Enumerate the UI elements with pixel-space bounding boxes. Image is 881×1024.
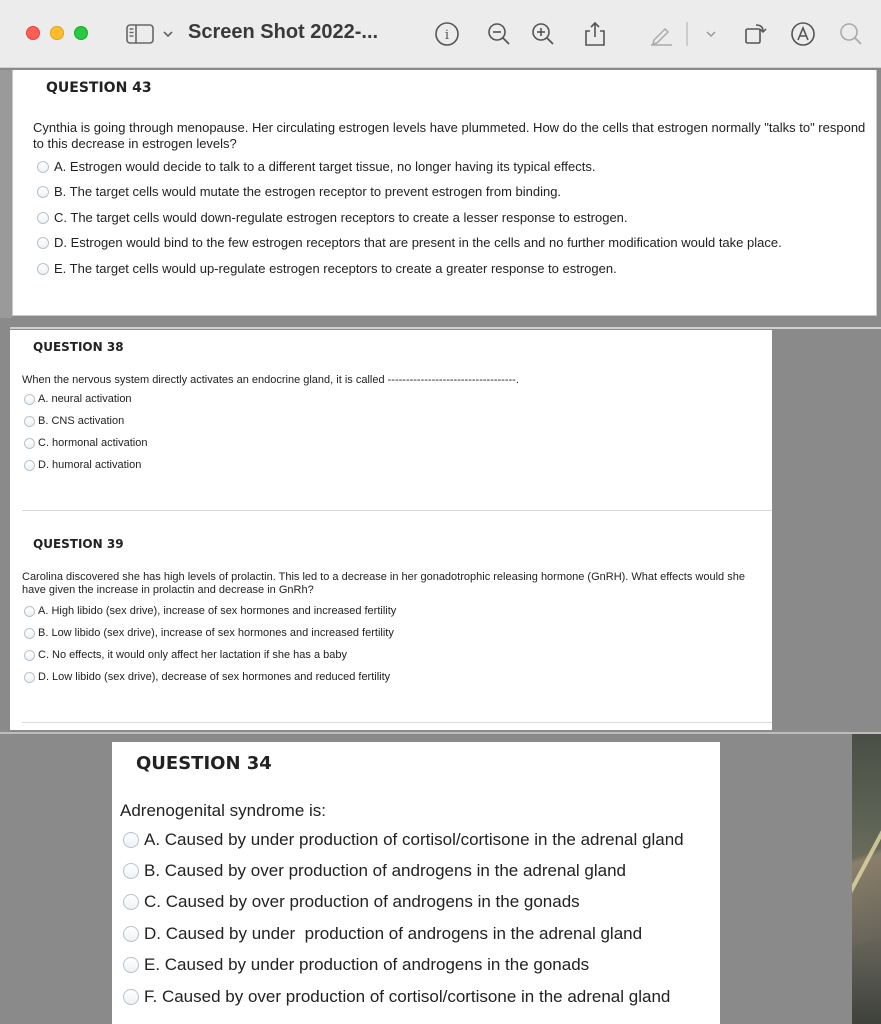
answer-option[interactable] xyxy=(24,671,390,683)
answer-option[interactable] xyxy=(37,159,596,174)
question-text: Adrenogenital syndrome is: xyxy=(120,801,327,820)
radio-button[interactable] xyxy=(37,161,49,173)
option-label: A. Caused by under production of cortisol/cortisone in the adrenal gland xyxy=(144,830,684,849)
info-icon[interactable] xyxy=(434,21,460,47)
toolbar-divider xyxy=(686,22,688,46)
option-label: D. Low libido (sex drive), decrease of sex hormones and reduced fertility xyxy=(38,671,391,683)
sidebar-toggle-icon[interactable] xyxy=(126,24,154,44)
option-label: F. Caused by over production of cortisol/cortisone in the adrenal gland xyxy=(144,987,671,1006)
zoom-in-icon[interactable] xyxy=(530,21,556,47)
close-window-button[interactable] xyxy=(26,26,40,40)
question-text: Carolina discovered she has high levels of prolactin. This led to a decrease in her gonadotrophic releasing hormone (GnRH). What effects would she have given the increase in prolactin and decrease in GnRh? xyxy=(22,571,745,596)
answer-option[interactable] xyxy=(24,605,396,617)
option-label: A. neural activation xyxy=(38,393,132,405)
option-label: C. No effects, it would only affect her lactation if she has a baby xyxy=(38,649,347,661)
window-titlebar xyxy=(0,0,881,68)
markup-pen-icon[interactable] xyxy=(648,21,674,47)
option-label: C. Caused by over production of androgens in the gonads xyxy=(144,892,580,911)
option-label: D. Estrogen would bind to the few estrogen receptors that are present in the cells and no further modification would take place. xyxy=(54,235,782,250)
question-text: When the nervous system directly activates an endocrine gland, it is called -----------------------------------. xyxy=(22,374,519,386)
search-icon[interactable] xyxy=(838,21,864,47)
radio-button[interactable] xyxy=(37,212,49,224)
option-label: B. Low libido (sex drive), increase of sex hormones and increased fertility xyxy=(38,627,394,639)
answer-option[interactable] xyxy=(37,184,561,199)
answer-option[interactable] xyxy=(24,437,147,449)
answer-option[interactable] xyxy=(37,261,617,276)
question-text: Cynthia is going through menopause. Her circulating estrogen levels have plummeted. How do the cells that estrogen normally "talks to" respond to this decrease in estrogen levels? xyxy=(33,120,866,151)
option-label: B. Caused by over production of androgens in the adrenal gland xyxy=(144,861,626,880)
answer-option[interactable] xyxy=(123,955,589,975)
option-label: A. Estrogen would decide to talk to a different target tissue, no longer having its typical effects. xyxy=(54,159,596,174)
option-label: B. CNS activation xyxy=(38,415,125,427)
chevron-down-icon[interactable] xyxy=(162,26,174,42)
option-label: D. Caused by under production of androgens in the adrenal gland xyxy=(144,924,643,943)
option-label: D. humoral activation xyxy=(38,459,142,471)
question-heading: QUESTION 34 xyxy=(136,753,272,774)
question-43-panel xyxy=(12,70,877,316)
answer-option[interactable] xyxy=(123,830,684,850)
desktop-background-photo xyxy=(852,734,881,1024)
option-label: E. Caused by under production of androgens in the gonads xyxy=(144,955,590,974)
chevron-down-icon[interactable] xyxy=(698,21,724,47)
question-38-39-panel xyxy=(10,330,772,730)
share-icon[interactable] xyxy=(582,21,608,47)
radio-button[interactable] xyxy=(24,650,35,661)
radio-button[interactable] xyxy=(24,672,35,683)
radio-button[interactable] xyxy=(123,832,139,848)
radio-button[interactable] xyxy=(123,863,139,879)
option-label: B. The target cells would mutate the estrogen receptor to prevent estrogen from binding. xyxy=(54,184,562,199)
radio-button[interactable] xyxy=(24,394,35,405)
question-heading: QUESTION 38 xyxy=(33,340,124,354)
svg-text:i: i xyxy=(444,28,450,43)
question-divider xyxy=(22,722,772,723)
answer-option[interactable] xyxy=(123,861,626,881)
answer-option[interactable] xyxy=(123,987,670,1007)
question-heading: QUESTION 39 xyxy=(33,537,124,551)
answer-option[interactable] xyxy=(24,627,394,639)
zoom-window-button[interactable] xyxy=(74,26,88,40)
radio-button[interactable] xyxy=(24,460,35,471)
zoom-out-icon[interactable] xyxy=(486,21,512,47)
option-label: C. hormonal activation xyxy=(38,437,148,449)
answer-option[interactable] xyxy=(37,235,782,250)
answer-option[interactable] xyxy=(24,649,347,661)
option-label: E. The target cells would up-regulate estrogen receptors to create a greater response to estrogen. xyxy=(54,261,617,276)
radio-button[interactable] xyxy=(123,894,139,910)
radio-button[interactable] xyxy=(37,237,49,249)
question-divider xyxy=(22,510,772,511)
answer-option[interactable] xyxy=(37,210,628,225)
radio-button[interactable] xyxy=(37,186,49,198)
answer-option[interactable] xyxy=(123,892,580,912)
radio-button[interactable] xyxy=(37,263,49,275)
rotate-icon[interactable] xyxy=(742,21,768,47)
radio-button[interactable] xyxy=(123,989,139,1005)
radio-button[interactable] xyxy=(123,926,139,942)
radio-button[interactable] xyxy=(123,957,139,973)
markup-icon[interactable] xyxy=(790,21,816,47)
radio-button[interactable] xyxy=(24,438,35,449)
radio-button[interactable] xyxy=(24,606,35,617)
section-divider xyxy=(10,327,881,329)
answer-option[interactable] xyxy=(24,415,124,427)
section-divider xyxy=(0,732,881,734)
document-margin xyxy=(0,70,12,318)
radio-button[interactable] xyxy=(24,416,35,427)
road-image xyxy=(852,774,881,1024)
radio-button[interactable] xyxy=(24,628,35,639)
minimize-window-button[interactable] xyxy=(50,26,64,40)
option-label: A. High libido (sex drive), increase of sex hormones and increased fertility xyxy=(38,605,397,617)
question-34-panel xyxy=(112,742,720,1024)
option-label: C. The target cells would down-regulate estrogen receptors to create a lesser response to estrogen. xyxy=(54,210,628,225)
question-heading: QUESTION 43 xyxy=(46,80,152,96)
answer-option[interactable] xyxy=(123,924,642,944)
window-title: Screen Shot 2022-... xyxy=(188,21,379,43)
answer-option[interactable] xyxy=(24,393,132,405)
answer-option[interactable] xyxy=(24,459,141,471)
